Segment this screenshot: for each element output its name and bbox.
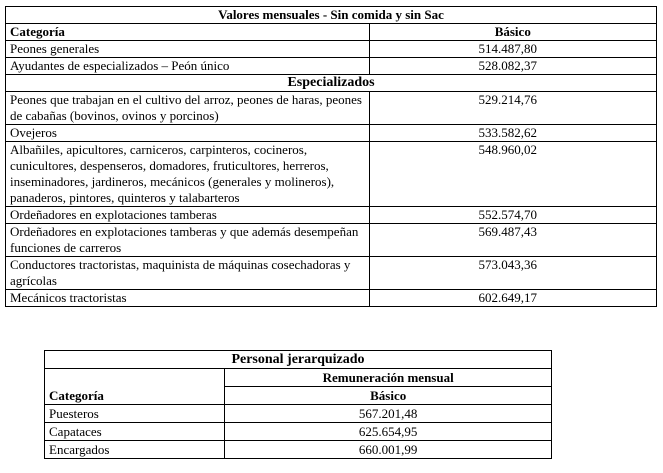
basico-cell: 660.001,99: [225, 441, 552, 459]
hierarchy-table: [44, 350, 552, 459]
table-row: [6, 224, 657, 257]
hierarchy-table-title: Personal jerarquizado: [45, 351, 552, 369]
basico-cell: 573.043,36: [369, 257, 656, 290]
categoria-cell: Encargados: [45, 441, 225, 459]
categoria-cell: Ovejeros: [6, 125, 370, 142]
basico-cell: 625.654,95: [225, 423, 552, 441]
categoria-cell: Peones que trabajan en el cultivo del arroz, peones de haras, peones de cabañas (bovinos, ovinos y porcinos): [6, 92, 370, 125]
column-header-basico: Básico: [225, 387, 552, 405]
table-title: Valores mensuales - Sin comida y sin Sac: [6, 7, 657, 24]
categoria-cell: Puesteros: [45, 405, 225, 423]
categoria-cell: Peones generales: [6, 41, 370, 58]
table-row: [6, 92, 657, 125]
categoria-cell: Conductores tractoristas, maquinista de máquinas cosechadoras y agrícolas: [6, 257, 370, 290]
empty-header-cell: [45, 369, 225, 387]
table-row: [6, 257, 657, 290]
column-header-categoria: Categoría: [45, 387, 225, 405]
table-row: [6, 41, 657, 58]
table-row: [45, 405, 552, 423]
basico-cell: 528.082,37: [369, 58, 656, 75]
basico-cell: 514.487,80: [369, 41, 656, 58]
basico-cell: 529.214,76: [369, 92, 656, 125]
categoria-cell: Capataces: [45, 423, 225, 441]
basico-cell: 552.574,70: [369, 207, 656, 224]
column-header-basico: Básico: [369, 24, 656, 41]
basico-cell: 602.649,17: [369, 290, 656, 307]
categoria-cell: Ayudantes de especializados – Peón único: [6, 58, 370, 75]
salary-table: [5, 6, 657, 307]
table-row: [6, 142, 657, 207]
table-row: [6, 207, 657, 224]
table-row: [6, 58, 657, 75]
basico-cell: 569.487,43: [369, 224, 656, 257]
categoria-cell: Ordeñadores en explotaciones tamberas: [6, 207, 370, 224]
table-row: [6, 290, 657, 307]
table-row: [6, 125, 657, 142]
categoria-cell: Ordeñadores en explotaciones tamberas y que además desempeñan funciones de carreros: [6, 224, 370, 257]
basico-cell: 533.582,62: [369, 125, 656, 142]
basico-cell: 548.960,02: [369, 142, 656, 207]
section-title: Especializados: [6, 75, 657, 92]
categoria-cell: Mecánicos tractoristas: [6, 290, 370, 307]
remuneracion-header: Remuneración mensual: [225, 369, 552, 387]
basico-cell: 567.201,48: [225, 405, 552, 423]
table-row: [45, 423, 552, 441]
column-header-categoria: Categoría: [6, 24, 370, 41]
categoria-cell: Albañiles, apicultores, carniceros, carpinteros, cocineros, cunicultores, despenseros, domadores, fruticultores, herreros, inseminadores, jardineros, mecánicos (generales y molineros), panaderos, pintores, quinteros y talabarteros: [6, 142, 370, 207]
table-row: [45, 441, 552, 459]
